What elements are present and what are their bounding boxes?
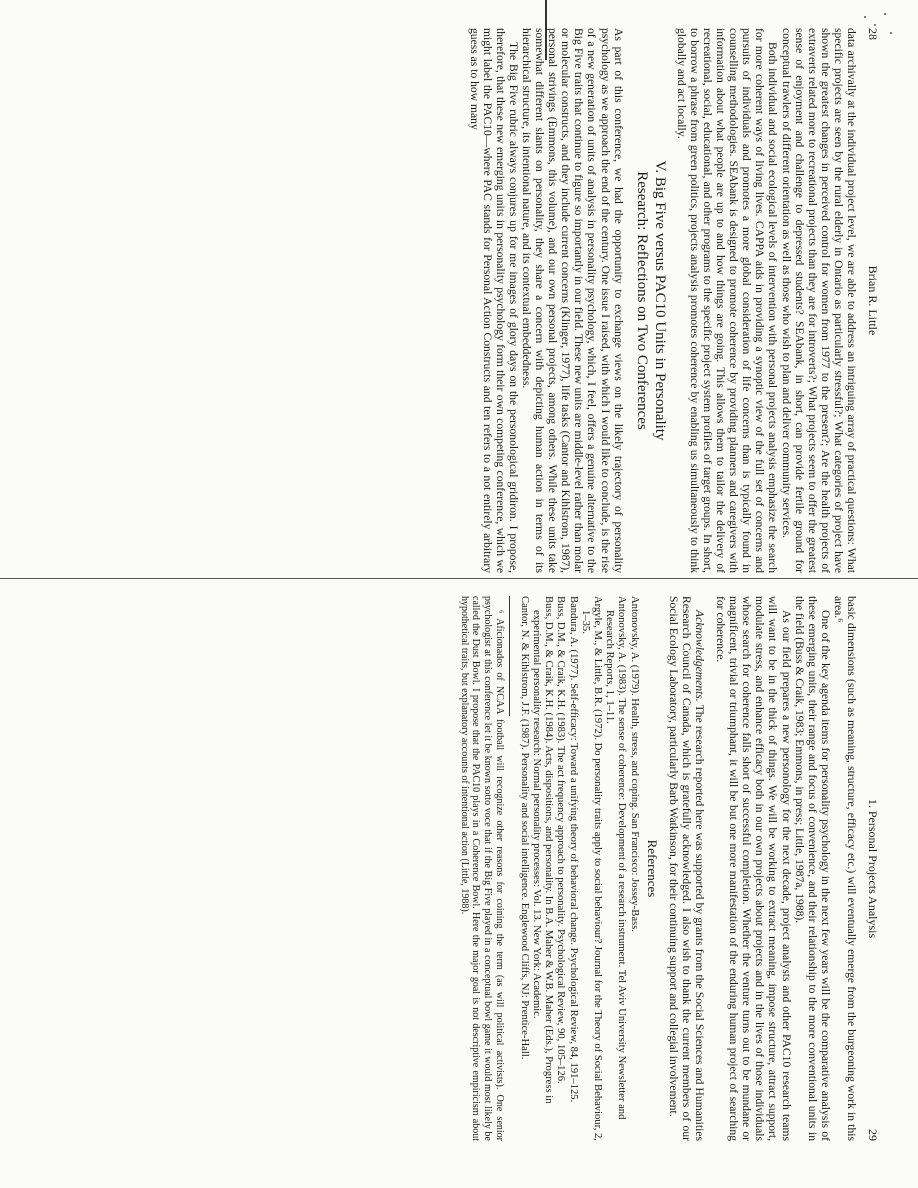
paragraph: data archivally at the individual project level, we are able to address an intriguing array of practical questions: What specific projects are seen by the rural elderly in Ontario as particularly stressful?; What categories of project have shown the greatest changes in perceived control for women from 1977 to the present?; Are the health projects of extraverts related more to recreational projects than they are for introverts?; What projects seem to offer the greatest sense of enjoyment and challenge to depressed students? SEAbank, in short, can provide fertile ground for conceptual trawlers of different orientation as well as those who wish to plan and deliver community services. [779, 28, 858, 573]
footnote: ⁶ Aficionados of NCAA football will recognize other reasons for coining the term (as will political activists). One senior psychologist at this conference let it be known sotto voce that if the Big Five played in a conceptual bowl game it would most likely be called the Dust Bowl. I propose that the PAC10 plays in a Coherence Bowl. Here the major goal is not descriptive empiricism about hypothetical traits, but explanatory accounts of intentional action (Little, 1988). [458, 596, 505, 1141]
section-heading-line: Research: Reflections on Two Conferences [633, 171, 650, 430]
paragraph: As our field prepares a new personology for the next decade, project analysts and other PAC10 research teams will want to be in the thick of things. We will be working to extract meaning, impose structure, attract support, modulate stress, and enhance efficacy both in our own projects about projects and in the lives of those individuals whose search for coherence falls short of successful completion. Whether the venture turns out to be mundane or magnificent, trivial or triumphant, it will be but one more manifestation of the enduring human project of searching for coherence. [714, 596, 793, 1141]
reference-item: Buss, D.M., & Craik, K.H. (1983). The act frequency approach to personality. Psychological Review, 90, 105–126. [555, 596, 567, 1084]
acknowledgements-text: The research reported here was supported by grants from the Social Sciences and Humanities Research Council of Canada, which is gratefully acknowledged. I also wish to thank the current members of our Social Ecology Laboratory, particularly Barb Watkinson, for their continuing support and collegial involvement. [666, 596, 706, 1141]
running-title: Brian R. Little [866, 265, 880, 336]
section-heading-line: V. Big Five versus PAC10 Units in Personality [651, 160, 668, 441]
paragraph: basic dimensions (such as meaning, structure, efficacy etc.) will eventually emerge from the burgeoning work in this area.⁶ [831, 596, 858, 1141]
page-28-body [468, 28, 858, 573]
reference-item: Antonovsky, A. (1979). Health, stress, and coping. San Francisco: Jossey-Bass. [628, 596, 640, 932]
reference-item: Bandura, A. (1977). Self-efficacy: Toward a unifying theory of behavioral change. Psychological Review, 84, 191–125. [567, 596, 579, 1103]
page-separator [0, 578, 918, 579]
reference-item: Antonovsky, A. (1983). The sense of coherence: Development of a research instrument. Tel Aviv University Newsletter and Research Reports, 1, 1–11. [604, 596, 628, 1120]
paragraph: The Big Five rubric always conjures up for me images of glory days on the personological gridiron. I propose, therefore, that these new emerging units in personality psychology form their own competing conference, which we might label the PAC10—where PAC stands for Personal Action Constructs and ten refers to a not entirely arbitrary guess as to how many [467, 28, 520, 573]
acknowledgements [667, 596, 706, 1141]
page-28 [440, 28, 880, 573]
footnote-rule [509, 596, 510, 716]
page-29-body [458, 596, 858, 1141]
page-number: 28 [866, 28, 880, 40]
reference-item: Argyle, M., & Little, B.R. (1972). Do personality traits apply to social behaviour? Journal for the Theory of Social Behaviour, 2, 1–35. [579, 596, 603, 1141]
running-title: 1. Personal Projects Analysis [866, 798, 880, 939]
reference-item: Buss, D.M., & Craik, K.H. (1984). Acts, dispositions, and personality. In B.A. Maher & W.B. Maher (Eds.), Progress in experimental personality research: Normal personality processes: Vol. 13. New York: Academic. [530, 596, 555, 1104]
acknowledgements-label: Acknowledgements. [692, 610, 706, 702]
running-head [864, 28, 880, 573]
references-heading: References [644, 839, 660, 898]
section-heading [633, 28, 669, 573]
page-29 [440, 596, 880, 1141]
paragraph: Both individual and social ecological levels of intervention with personal projects analysis emphasize the search for more coherent ways of living lives. CAPPA aids in providing a synoptic view of the full set of concerns and pursuits of individuals and promotes a more global consideration of life concerns than is typically found in counselling methodologies. SEAbank is designed to promote coherence by providing planners and caregivers with information about what people are up to and how things are going. This allows them to tailor the delivery of recreational, social, educational, and other programs to the specific project system profiles of target groups. In short, to borrow a phrase from green politics, projects analysis promotes coherence by enabling us simultaneously to think globally and act locally. [674, 28, 780, 573]
page-number: 29 [866, 1129, 880, 1141]
reference-item: Cantor, N. & Kihlstrom, J.F. (1987). Personality and social intelligence. Englewood Cliffs, NJ: Prentice-Hall. [518, 596, 530, 1060]
paragraph: As part of this conference, we had the opportunity to exchange views on the likely trajectory of personality psychology as we approach the end of the century. One issue I raised, with which I would like to conclude, is the rise of a new generation of units of analysis in personality psychology, which, I feel, offers a genuine alternative to the Big Five traits that continue to figure so importantly in our field. These new units are middle-level rather than molar or molecular constructs, and they include current concerns (Klinger, 1977), life tasks (Cantor and Kihlstrom, 1987), personal strivings (Emmons, this volume), and our own personal projects, among others. While these units take somewhat different slants on personality, they share a concern with depicting human action in terms of its hierarchical structure, its intentional nature, and its contextual embeddedness. [520, 28, 625, 573]
running-head [864, 596, 880, 1141]
paragraph: One of the key agenda items for personality psychology in the next few years will be the comparative analysis of these emerging units, their range and focus of convenience, and their relationship to the more conventional units in the field (Buss & Craik, 1983; Emmons, in press; Little, 1987a, 1988). [792, 596, 832, 1141]
